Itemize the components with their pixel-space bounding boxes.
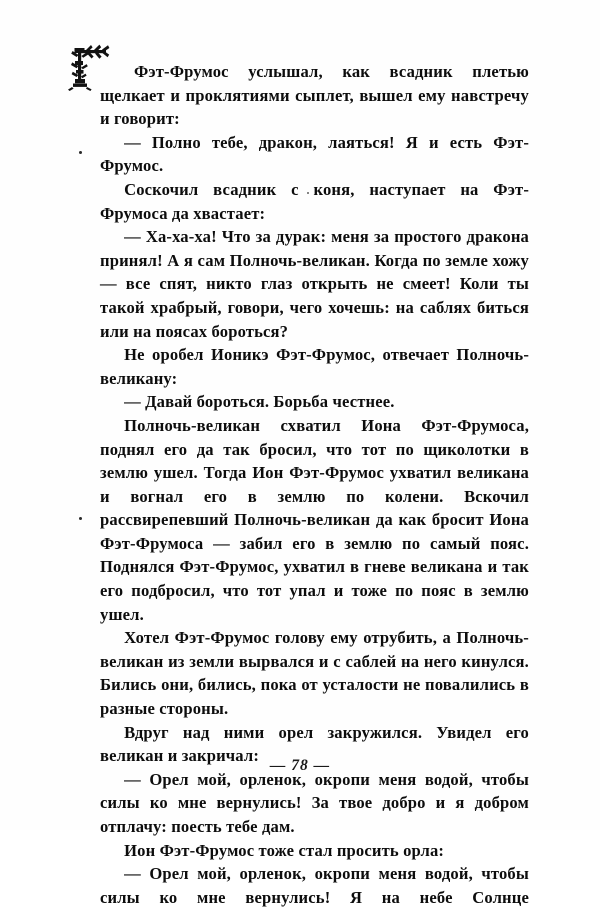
- dialogue-line: — Орел мой, орленок, окропи меня водой, чтобы силы ко мне вернулись! Я на небе Солнце: [100, 864, 529, 907]
- dialogue-line: — Ха-ха-ха! Что за дурак: меня за простого дракона принял! А я сам Полночь-великан. Когда по земле хожу — все спят, никто глаз открыть не смеет! Коли ты такой храбрый, говори, чего хочешь: на саблях биться или на поясах бороться?: [100, 227, 529, 341]
- paragraph: Полночь-великан схватил Иона Фэт-Фрумоса, поднял его да так бросил, что тот по щиколотки в землю ушел. Тогда Ион Фэт-Фрумос ухватил великана и вогнал его в землю по колени. Вскочил рассвирепевший Полночь-великан да как бросит Иона Фэт-Фрумоса — забил его в землю по самый пояс. Поднялся Фэт-Фрумос, ухватил в гневе великана и так его подбросил, что тот упал и тоже по пояс в землю ушел.: [100, 415, 529, 624]
- scan-speck-artifact: [79, 151, 82, 154]
- paragraph: Ион Фэт-Фрумос тоже стал просить орла:: [124, 840, 445, 860]
- page-number: — 78 —: [269, 757, 331, 774]
- body-text-column: [100, 60, 529, 909]
- dialogue-line: — Полно тебе, дракон, лаяться! Я и есть Фэт-Фрумос.: [100, 132, 529, 176]
- dialogue-line: — Давай бороться. Борьба честнее.: [124, 392, 395, 412]
- paragraph: Вдруг над ними орел закружился. Увидел его великан и закричал:: [100, 722, 529, 766]
- paragraph: Хотел Фэт-Фрумос голову ему отрубить, а Полночь-великан из земли вырвался и с саблей на него кинулся. Бились они, бились, пока от усталости не повалились в разные стороны.: [100, 628, 529, 719]
- dialogue-line: — Орел мой, орленок, окропи меня водой, чтобы силы ко мне вернулись! За твое добро и я добром отплачу: поесть тебе дам.: [100, 769, 529, 836]
- scan-speck-artifact: [79, 517, 82, 520]
- paragraph: Фэт-Фрумос услышал, как всадник плетью щелкает и проклятиями сыплет, вышел ему навстречу и говорит:: [100, 62, 529, 129]
- paragraph: Соскочил всадник с коня, наступает на Фэт-Фрумоса да хвастает:: [100, 179, 529, 223]
- paragraph: Не оробел Ионикэ Фэт-Фрумос, отвечает Полночь-великану:: [100, 345, 529, 388]
